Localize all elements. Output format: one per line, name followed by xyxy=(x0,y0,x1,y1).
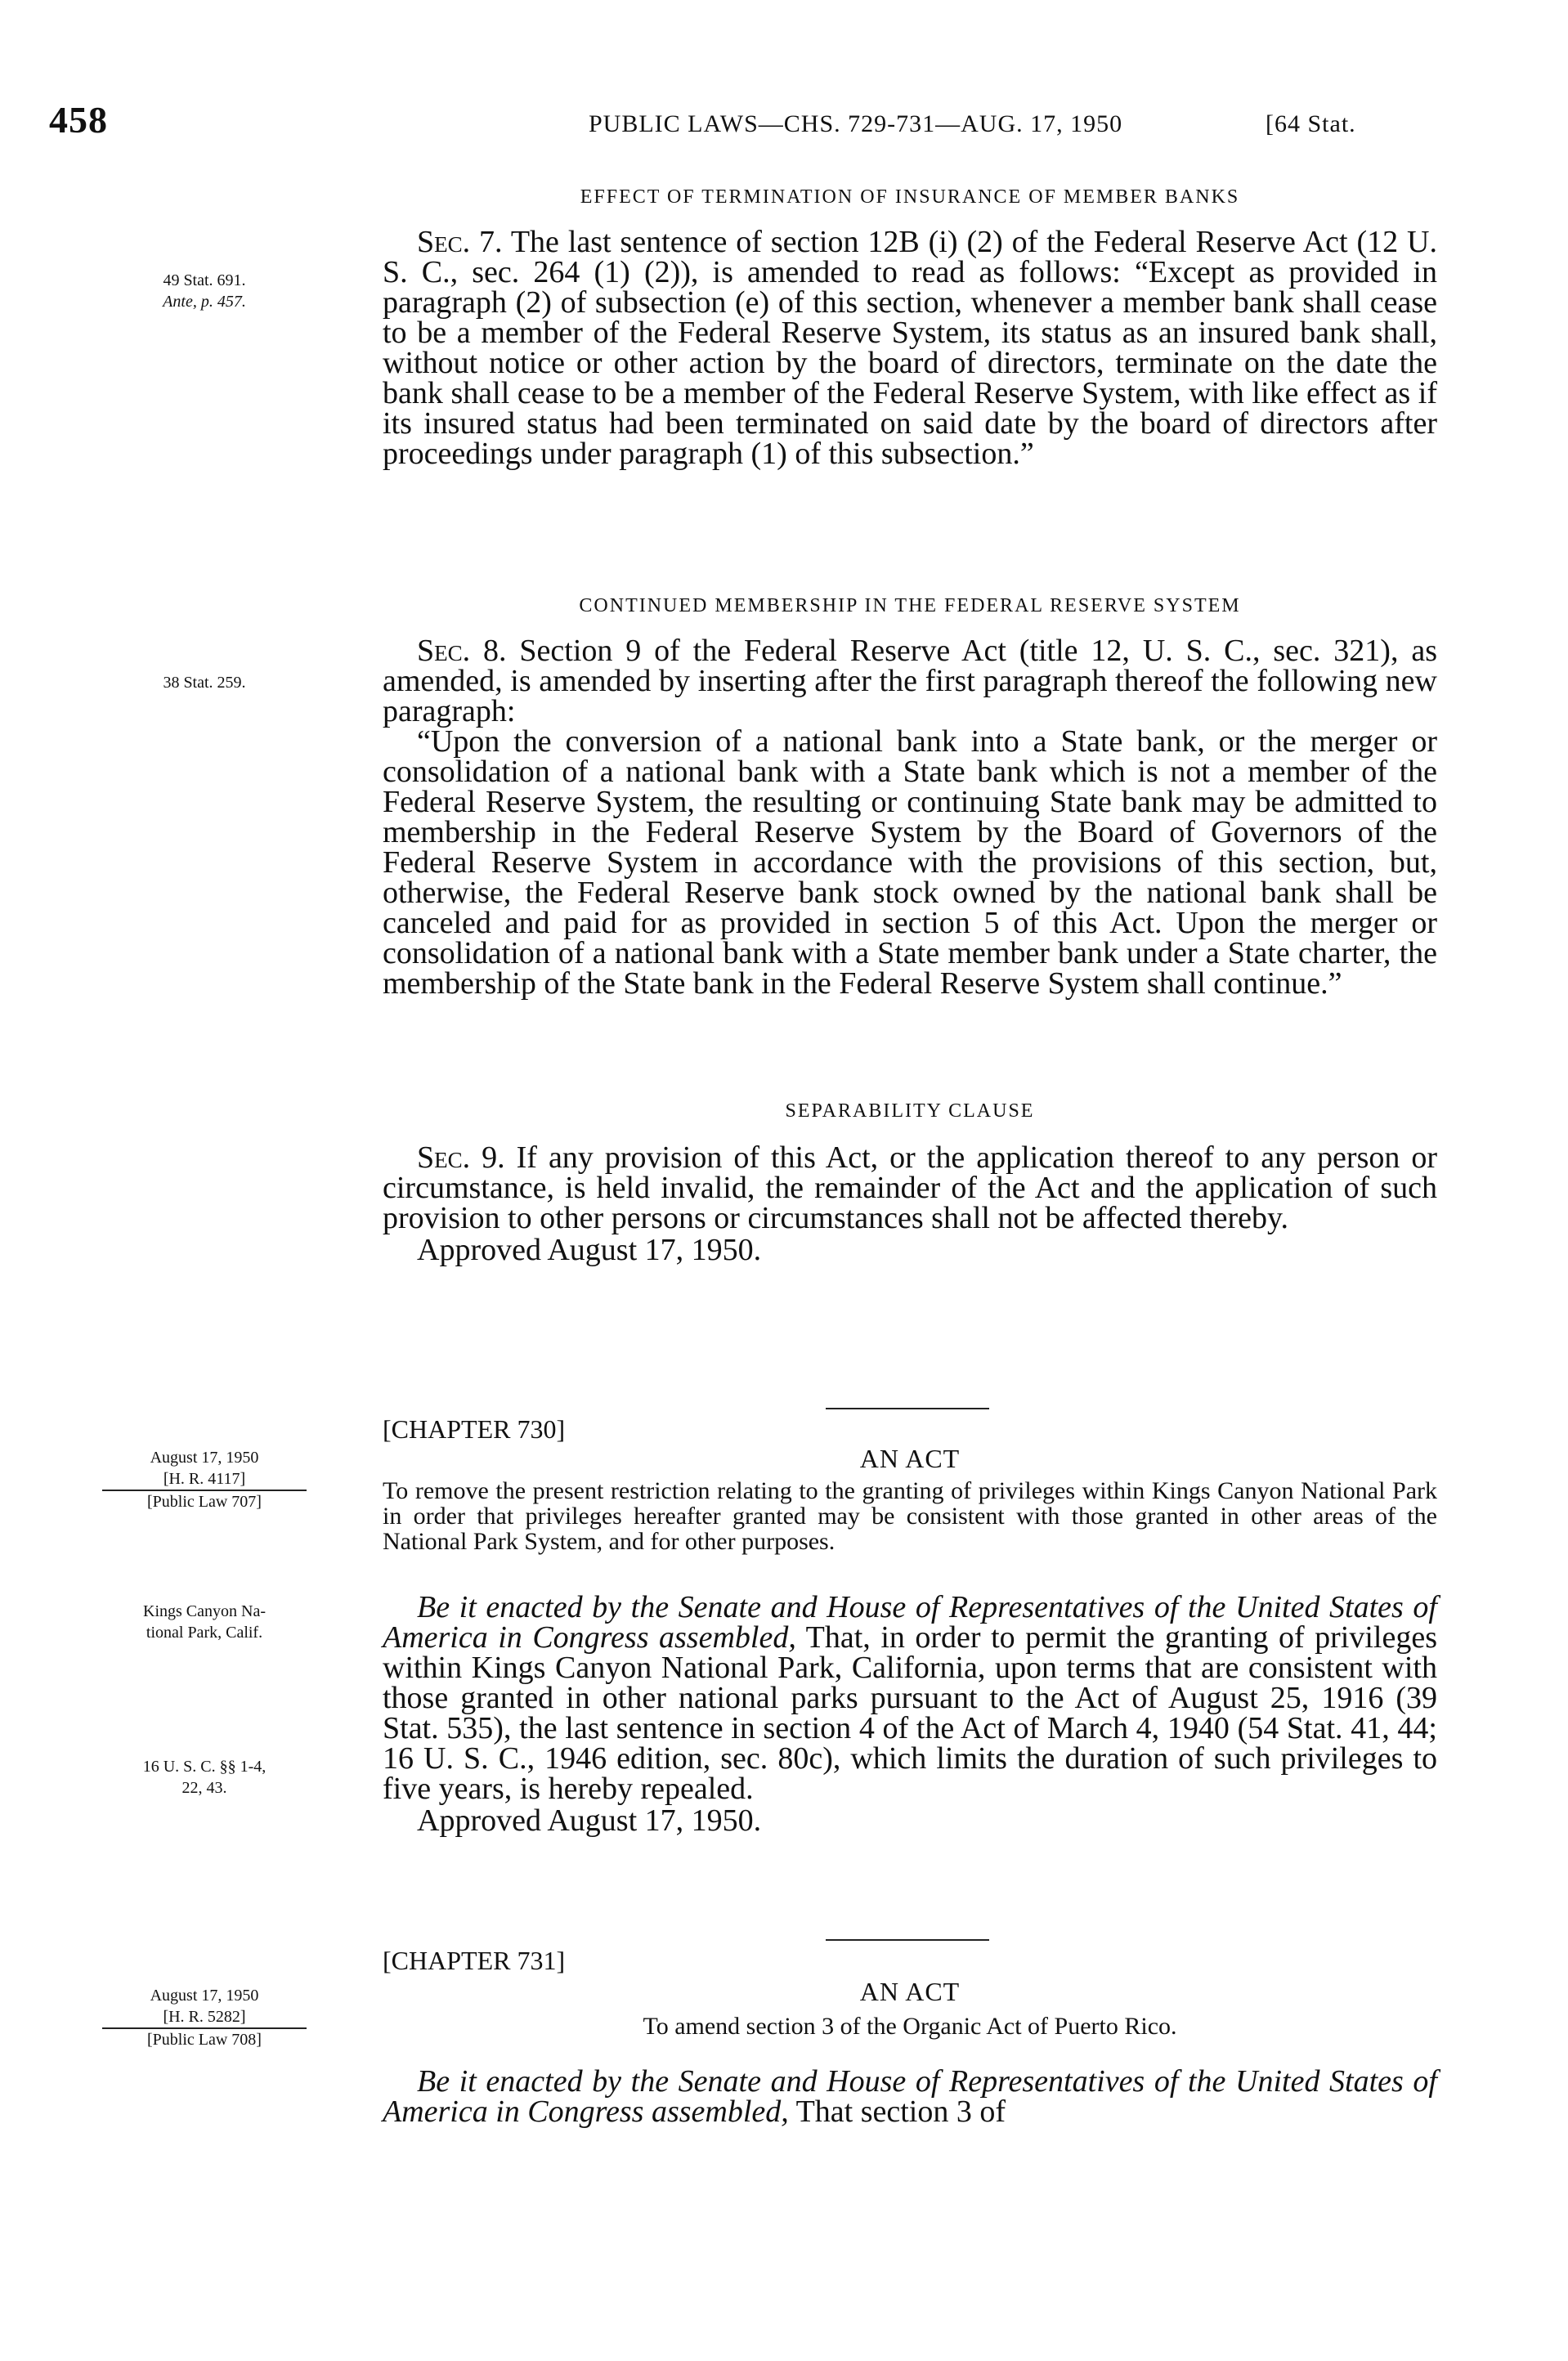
enacting-clause: Be it enacted by the Senate and House of Representatives of the United States of America in Congress assembled, xyxy=(383,1590,1437,1655)
section-heading-sec8: CONTINUED MEMBERSHIP IN THE FEDERAL RESERVE SYSTEM xyxy=(579,595,1241,616)
margin-subject: Kings Canyon Na- xyxy=(143,1602,266,1620)
margin-subject: tional Park, Calif. xyxy=(146,1624,263,1642)
divider-rule xyxy=(826,1408,989,1409)
margin-bill: [H. R. 4117] xyxy=(163,1470,246,1488)
margin-date: August 17, 1950 xyxy=(150,1987,259,2005)
enacting-paragraph xyxy=(383,1590,1437,1806)
margin-bill: [H. R. 5282] xyxy=(163,2008,246,2026)
act-text: That, in order to permit the granting of privileges within Kings Canyon National Park, California, upon terms that are consistent with those granted in other national parks pursuant to the Act of August 25, 1916 (39 Stat. 535), the last sentence in section 4 of the Act of March 4, 1940 (54 Stat. 41, 44; 16 U. S. C., 1946 edition, sec. 80c), which limits the duration of such privileges to five years, is hereby repealed. xyxy=(383,1620,1437,1806)
volume-label: [64 Stat. xyxy=(1266,110,1356,137)
approval-date: Approved August 17, 1950. xyxy=(417,1233,762,1267)
chapter-label: [CHAPTER 730] xyxy=(383,1414,566,1444)
act-title: AN ACT xyxy=(859,1444,961,1473)
chapter-731-body xyxy=(383,2064,1437,2129)
section-text: If any provision of this Act, or the application thereof to any person or circumstance, is held invalid, the remainder of the Act and the application of such provision to other persons or circumstances shall not be affected thereby. xyxy=(383,1140,1438,1235)
chapter-730-body xyxy=(383,1590,1437,1838)
margin-citation: Ante, p. 457. xyxy=(163,293,246,311)
section-8-body xyxy=(383,636,1437,999)
section-text: Section 9 of the Federal Reserve Act (title 12, U. S. C., sec. 321), as amended, is amended by inserting after the first paragraph thereof the following new paragraph: xyxy=(383,634,1437,728)
margin-citation: 16 U. S. C. §§ 1-4, xyxy=(142,1758,267,1776)
enacting-paragraph xyxy=(383,2064,1437,2129)
chapter-label: [CHAPTER 731] xyxy=(383,1946,566,1975)
act-purpose: To amend section 3 of the Organic Act of Puerto Rico. xyxy=(643,2013,1177,2040)
section-label: Sec. 8. xyxy=(417,634,507,668)
section-paragraph xyxy=(383,636,1437,727)
divider-rule xyxy=(826,1939,989,1941)
margin-note-ch730 xyxy=(49,1447,360,1512)
section-9-body xyxy=(383,1140,1438,1267)
section-text: The last sentence of section 12B (i) (2) of the Federal Reserve Act (12 U. S. C., sec. 264 (1) (2)), is amended to read as follows: “Except as provided in paragraph (2) of subsection (e) of this section, whenever a member bank shall cease to be a member of the Federal Reserve System, its status as an insured bank shall, without notice or other action by the board of directors, terminate on the date the bank shall cease to be a member of the Federal Reserve System, with like effect as if its insured status had been terminated on said date by the board of directors after proceedings under paragraph (1) of this subsection.” xyxy=(383,225,1437,471)
section-label: Sec. 9. xyxy=(417,1140,505,1175)
page-number: 458 xyxy=(49,99,108,141)
running-title: PUBLIC LAWS—CHS. 729-731—AUG. 17, 1950 xyxy=(589,110,1123,137)
margin-note-sec8 xyxy=(49,672,360,693)
section-heading-sec7: EFFECT OF TERMINATION OF INSURANCE OF MEMBER BANKS xyxy=(580,186,1240,208)
act-text: That section 3 of xyxy=(795,2094,1006,2129)
act-purpose: To remove the present restriction relating to the granting of privileges within Kings Canyon National Park in order that privileges hereafter granted may be consistent with those granted in other areas of the National Park System, and for other purposes. xyxy=(383,1477,1437,1555)
margin-note-ch731 xyxy=(49,1985,360,2050)
chapter-731-purpose xyxy=(383,2013,1437,2041)
section-heading-sec9: SEPARABILITY CLAUSE xyxy=(785,1100,1035,1122)
quoted-paragraph: “Upon the conversion of a national bank into a State bank, or the merger or consolidation of a national bank with a State bank which is not a member of the Federal Reserve System, the resulting or continuing State bank may be admitted to membership in the Federal Reserve System by the Board of Governors of the Federal Reserve System in accordance with the provisions of this section, but, otherwise, the Federal Reserve bank stock owned by the national bank shall be canceled and paid for as provided in section 5 of this Act. Upon the merger or consolidation of a national bank with a State member bank under a State charter, the membership of the State bank in the Federal Reserve System shall continue.” xyxy=(383,724,1437,1001)
act-title: AN ACT xyxy=(859,1977,961,2006)
section-label: Sec. 7. xyxy=(417,225,503,259)
margin-citation: 49 Stat. 691. xyxy=(163,271,246,289)
margin-date: August 17, 1950 xyxy=(150,1449,259,1467)
enacting-clause: Be it enacted by the Senate and House of Representatives of the United States of America in Congress assembled, xyxy=(383,2064,1437,2129)
margin-note-park xyxy=(49,1601,360,1643)
chapter-730-purpose xyxy=(383,1478,1437,1554)
margin-citation: 22, 43. xyxy=(181,1779,227,1797)
margin-note-sec7 xyxy=(49,270,360,312)
margin-law: [Public Law 707] xyxy=(147,1493,262,1511)
section-paragraph xyxy=(383,227,1437,469)
margin-citation: 38 Stat. 259. xyxy=(163,674,246,692)
margin-law: [Public Law 708] xyxy=(147,2031,262,2049)
approval-date: Approved August 17, 1950. xyxy=(417,1803,762,1838)
section-paragraph xyxy=(383,1140,1438,1235)
section-7-body xyxy=(383,227,1437,469)
margin-note-usc xyxy=(49,1756,360,1799)
